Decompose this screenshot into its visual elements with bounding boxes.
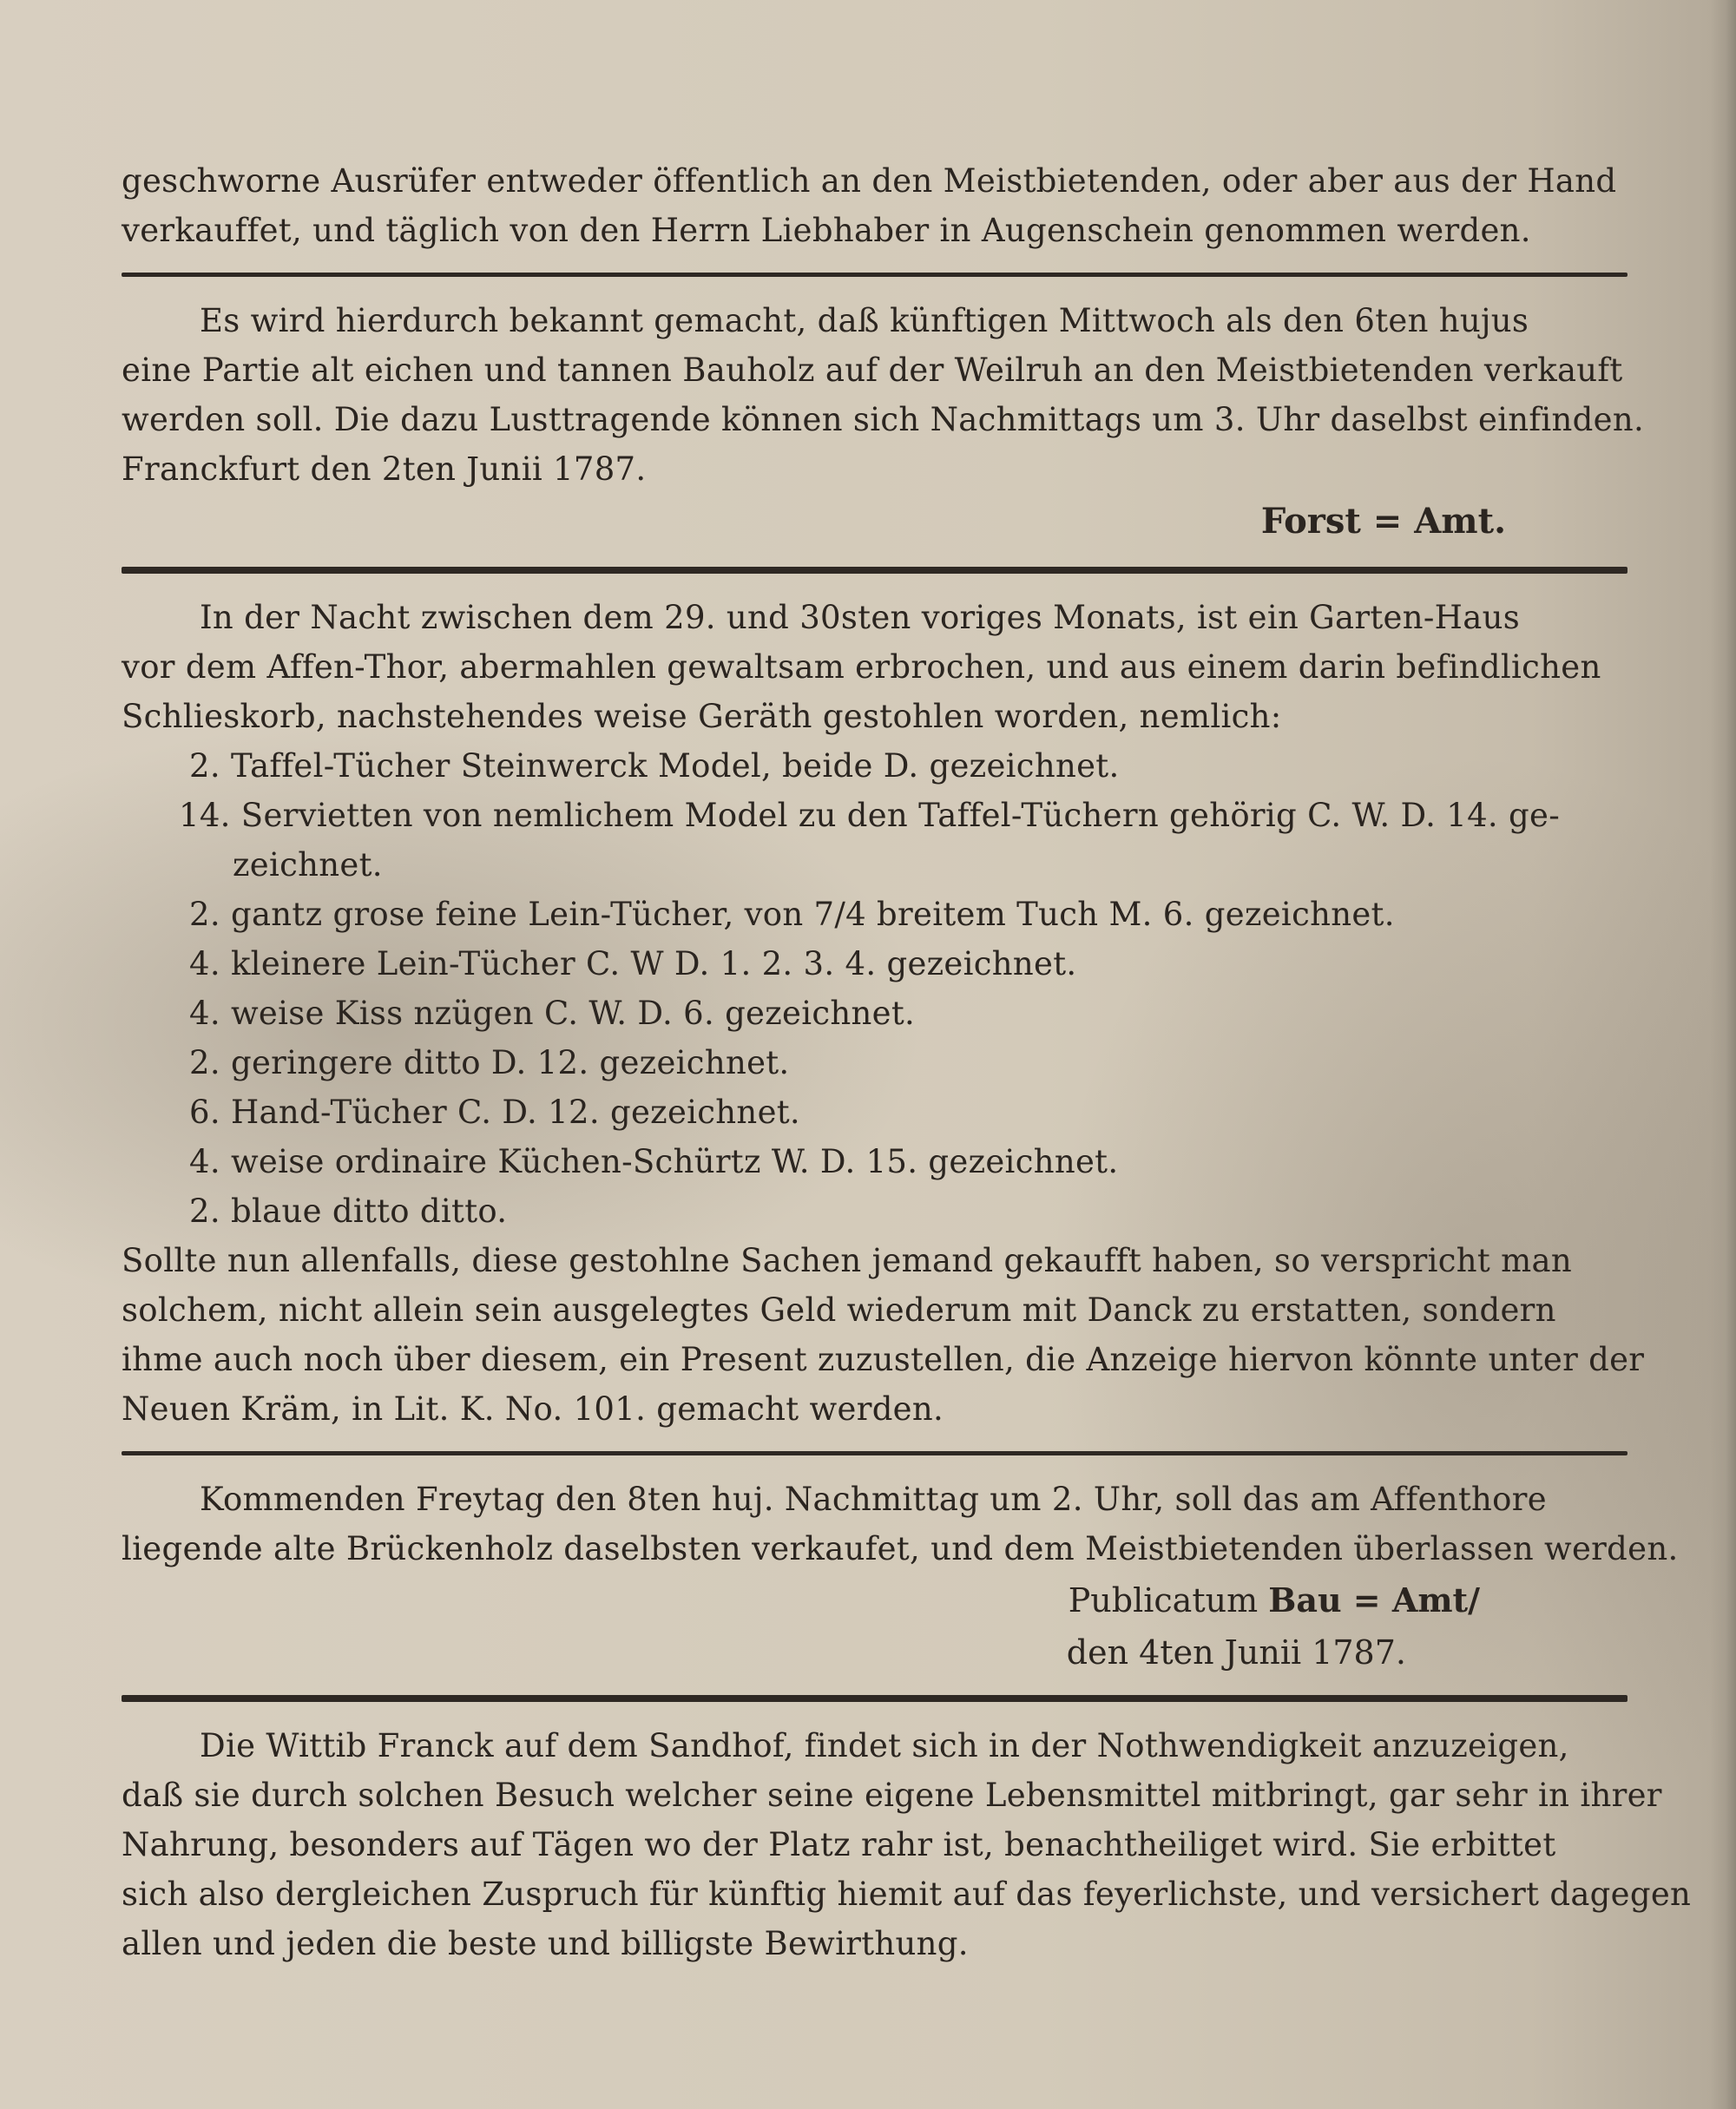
theft-notice: [122, 593, 1645, 1434]
stolen-item: 14. Servietten von nemlichem Model zu den Taffel-Tüchern gehörig C. W. D. 14. ge-: [179, 797, 1561, 834]
stolen-item: 4. weise Kiss nzügen C. W. D. 6. gezeichnet.: [189, 995, 916, 1032]
divider-rule: [122, 567, 1628, 574]
signature-office: Bau = Amt/: [1268, 1580, 1480, 1620]
text-line: Sollte nun allenfalls, diese gestohlne Sachen jemand gekaufft haben, so verspricht man: [122, 1242, 1572, 1279]
text-line: Die Wittib Franck auf dem Sandhof, findet sich in der Nothwendigkeit anzuzeigen,: [200, 1727, 1569, 1764]
page-edge-shadow: [1710, 0, 1736, 2109]
text-line: Nahrung, besonders auf Tägen wo der Platz rahr ist, benachtheiliget wird. Sie erbittet: [122, 1826, 1556, 1863]
text-line: Franckfurt den 2ten Junii 1787.: [122, 450, 647, 488]
stolen-item-continued: zeichnet.: [233, 846, 383, 884]
text-line: Kommenden Freytag den 8ten huj. Nachmittag um 2. Uhr, soll das am Affenthore: [200, 1481, 1547, 1518]
stolen-item: 2. Taffel-Tücher Steinwerck Model, beide D. gezeichnet.: [189, 747, 1120, 785]
text-line: werden soll. Die dazu Lusttragende können sich Nachmittags um 3. Uhr daselbst einfinden.: [122, 401, 1645, 438]
text-line: In der Nacht zwischen dem 29. und 30sten voriges Monats, ist ein Garten-Haus: [200, 599, 1521, 636]
text-line: sich also dergleichen Zuspruch für künftig hiemit auf das feyerlichste, und versichert dagegen: [122, 1876, 1692, 1913]
text-line: Neuen Kräm, in Lit. K. No. 101. gemacht werden.: [122, 1390, 944, 1428]
top-notice: [122, 156, 1628, 255]
signature-prefix: Publicatum: [1068, 1581, 1259, 1620]
text-line: vor dem Affen-Thor, abermahlen gewaltsam erbrochen, und aus einem darin befindlichen: [122, 648, 1601, 686]
text-line: geschworne Ausrüfer entweder öffentlich an den Meistbietenden, oder aber aus der Hand: [122, 162, 1617, 200]
text-line: ihme auch noch über diesem, ein Present zuzustellen, die Anzeige hiervon könnte unter der: [122, 1341, 1645, 1378]
text-line: liegende alte Brückenholz daselbsten verkaufet, und dem Meistbietenden überlassen werden.: [122, 1530, 1679, 1567]
bau-signature: [122, 1574, 1628, 1627]
forst-signature: Forst = Amt.: [1260, 501, 1506, 542]
text-line: verkauffet, und täglich von den Herrn Liebhaber in Augenschein genommen werden.: [122, 212, 1531, 249]
divider-rule: [122, 273, 1628, 277]
text-column: [122, 156, 1692, 1968]
text-line: Schlieskorb, nachstehendes weise Geräth gestohlen worden, nemlich:: [122, 698, 1282, 735]
stolen-item: 6. Hand-Tücher C. D. 12. gezeichnet.: [189, 1094, 800, 1131]
bau-notice: [122, 1475, 1679, 1678]
text-line: daß sie durch solchen Besuch welcher seine eigene Lebensmittel mitbringt, gar sehr in ihrer: [122, 1777, 1662, 1814]
divider-rule: [122, 1695, 1628, 1702]
text-line: Es wird hierdurch bekannt gemacht, daß künftigen Mittwoch als den 6ten hujus: [200, 302, 1529, 339]
text-line: solchem, nicht allein sein ausgelegtes Geld wiederum mit Danck zu erstatten, sondern: [122, 1291, 1556, 1329]
text-line: allen und jeden die beste und billigste Bewirthung.: [122, 1925, 969, 1962]
stolen-item: 4. weise ordinaire Küchen-Schürtz W. D. 15. gezeichnet.: [189, 1143, 1119, 1180]
text-line: eine Partie alt eichen und tannen Bauholz auf der Weilruh an den Meistbietenden verkauft: [122, 352, 1623, 389]
stolen-item: 2. geringere ditto D. 12. gezeichnet.: [189, 1044, 790, 1081]
sandhof-notice: [122, 1721, 1692, 1968]
stolen-item: 4. kleinere Lein-Tücher C. W D. 1. 2. 3. 4. gezeichnet.: [189, 945, 1077, 982]
stolen-item: 2. gantz grose feine Lein-Tücher, von 7/4 breitem Tuch M. 6. gezeichnet.: [189, 896, 1395, 933]
stolen-item: 2. blaue ditto ditto.: [189, 1192, 508, 1230]
divider-rule: [122, 1451, 1628, 1455]
bau-date: den 4ten Junii 1787.: [1066, 1633, 1406, 1672]
forst-notice: [122, 296, 1645, 549]
